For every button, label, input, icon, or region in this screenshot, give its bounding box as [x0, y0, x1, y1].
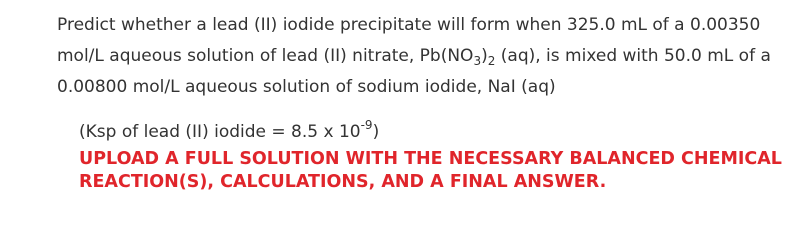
ksp-text: (Ksp of lead (II) iodide = 8.5 x 10: [79, 122, 361, 142]
question-part-2: ): [481, 46, 488, 66]
ksp-line: [79, 118, 779, 146]
upload-instructions: UPLOAD A FULL SOLUTION WITH THE NECESSARY BALANCED CHEMICAL REACTION(S), CALCULATIONS, AND A FINAL ANSWER.: [79, 149, 782, 192]
subscript-2: 2: [487, 54, 496, 68]
question-part-1: Predict whether a lead (II) iodide precipitate will form when 325.0 mL of a 0.00350 mol/L aqueous solution of lead (II) nitrate, Pb(NO: [57, 15, 761, 66]
ksp-exponent: -9: [360, 118, 373, 132]
question-part-3: (aq), is mixed with 50.0 mL of a 0.00800 mol/L aqueous solution of sodium iodide, NaI (aq): [57, 46, 771, 97]
subscript-3: 3: [473, 54, 482, 68]
question-text: [57, 10, 787, 103]
ksp-close-paren: ): [372, 122, 380, 142]
